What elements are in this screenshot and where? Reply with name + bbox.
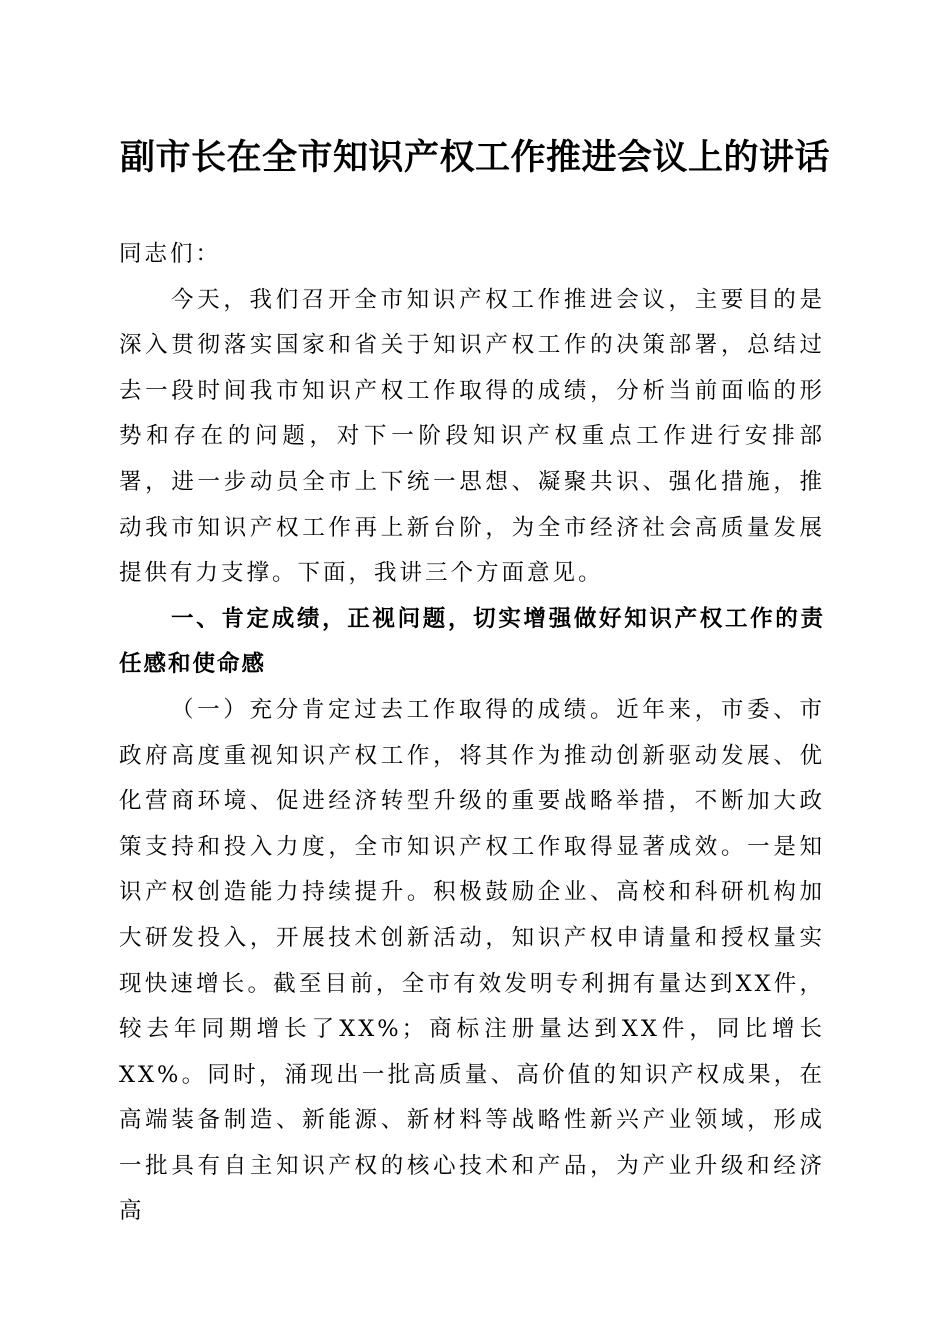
document-title: 副市长在全市知识产权工作推进会议上的讲话 bbox=[119, 137, 830, 178]
document-body bbox=[119, 232, 825, 1235]
section-heading-1: 一、肯定成绩，正视问题，切实增强做好知识产权工作的责任感和使命感 bbox=[119, 605, 825, 678]
section-1-paragraph-1: （一）充分肯定过去工作取得的成绩。近年来，市委、市政府高度重视知识产权工作，将其作为推动创新驱动发展、优化营商环境、促进经济转型升级的重要战略举措，不断加大政策支持和投入力度，全市知识产权工作取得显著成效。一是知识产权创造能力持续提升。积极鼓励企业、高校和科研机构加大研发投入，开展技术创新活动，知识产权申请量和授权量实现快速增长。截至目前，全市有效发明专利拥有量达到XX件，较去年同期增长了XX%；商标注册量达到XX件，同比增长XX%。同时，涌现出一批高质量、高价值的知识产权成果，在高端装备制造、新能源、新材料等战略性新兴产业领域，形成一批具有自主知识产权的核心技术和产品，为产业升级和经济高 bbox=[119, 696, 825, 1225]
intro-paragraph: 今天，我们召开全市知识产权工作推进会议，主要目的是深入贯彻落实国家和省关于知识产权工作的决策部署，总结过去一段时间我市知识产权工作取得的成绩，分析当前面临的形势和存在的问题，对下一阶段知识产权重点工作进行安排部署，进一步动员全市上下统一思想、凝聚共识、强化措施，推动我市知识产权工作再上新台阶，为全市经济社会高质量发展提供有力支撑。下面，我讲三个方面意见。 bbox=[119, 286, 825, 587]
salutation: 同志们： bbox=[119, 241, 222, 267]
